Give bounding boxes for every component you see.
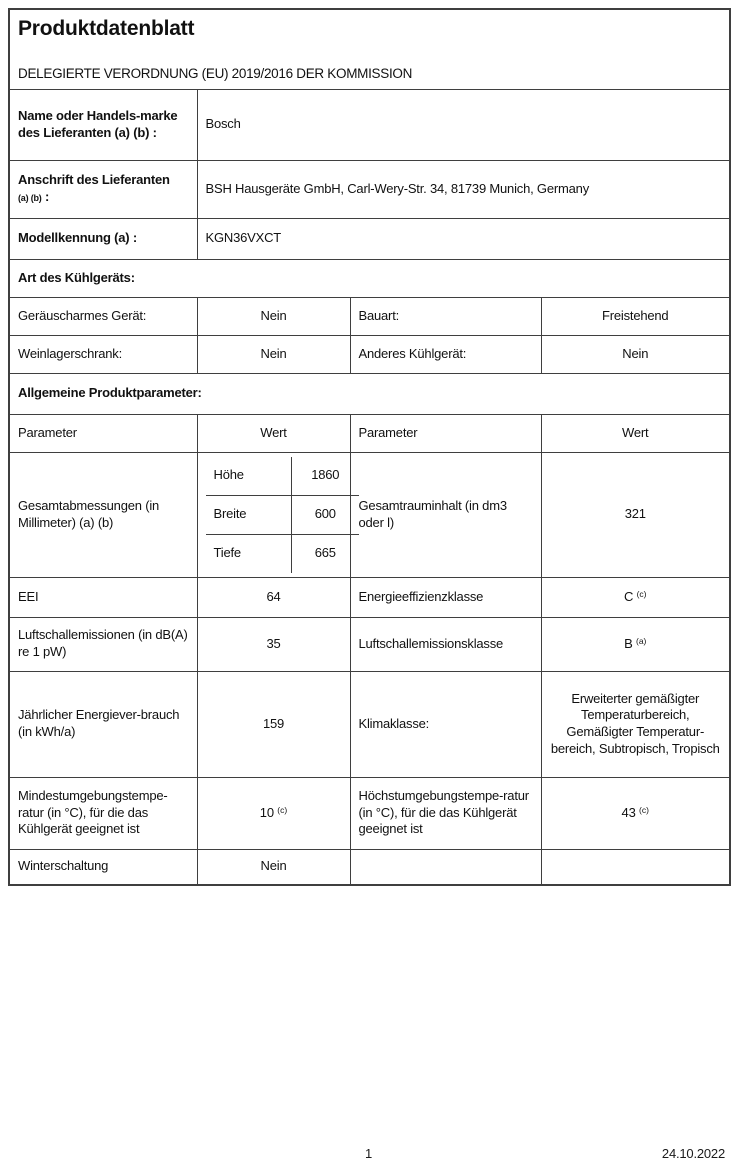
model-label: Modellkennung (a) :: [9, 218, 197, 259]
table-row: [9, 777, 730, 849]
supplier-name-value: Bosch: [197, 89, 730, 160]
param-value: [541, 577, 730, 617]
supplier-address-label: [9, 160, 197, 218]
dimension-name: Höhe: [206, 457, 292, 496]
dimension-value: 600: [292, 495, 359, 534]
general-section-heading: Allgemeine Produktparameter:: [9, 373, 730, 414]
dimensions-row: [9, 452, 730, 577]
value-text: B: [624, 635, 633, 651]
param-value: [197, 777, 350, 849]
table-row: [9, 297, 730, 335]
param-label: Anderes Kühlgerät:: [350, 335, 541, 373]
param-label: Gesamtrauminhalt (in dm3 oder l): [350, 452, 541, 577]
param-value: [541, 617, 730, 671]
param-value: 321: [541, 452, 730, 577]
param-label: [350, 849, 541, 885]
param-label: Luftschallemissionen (in dB(A) re 1 pW): [9, 617, 197, 671]
footnote-superscript: (c): [639, 804, 649, 815]
dimensions-subtable-cell: [197, 452, 350, 577]
param-label: Bauart:: [350, 297, 541, 335]
dimensions-label: Gesamtabmessungen (in Millimeter) (a) (b): [9, 452, 197, 577]
title-row: [9, 9, 730, 89]
column-header-wert: Wert: [197, 414, 350, 452]
param-label: Energieeffizienzklasse: [350, 577, 541, 617]
param-label: Winterschaltung: [9, 849, 197, 885]
table-row: [206, 534, 359, 573]
column-header-row: [9, 414, 730, 452]
param-value: Nein: [197, 335, 350, 373]
supplier-address-label-main: Anschrift des Lieferanten: [18, 172, 170, 188]
supplier-name-row: [9, 89, 730, 160]
footnote-superscript: (c): [636, 588, 647, 599]
column-header-parameter: Parameter: [350, 414, 541, 452]
param-label: EEI: [9, 577, 197, 617]
param-label: Höchstumgebungstempe-ratur (in °C), für die das Kühlgerät geeignet ist: [350, 777, 541, 849]
footnote-superscript: (c): [277, 804, 288, 815]
param-value: Freistehend: [541, 297, 730, 335]
supplier-address-row: [9, 160, 730, 218]
param-value: 64: [197, 577, 350, 617]
table-row: [9, 849, 730, 885]
dimension-name: Tiefe: [206, 534, 292, 573]
document-date: 24.10.2022: [661, 1146, 725, 1161]
model-value: KGN36VXCT: [197, 218, 730, 259]
page-number: 1: [364, 1146, 373, 1161]
table-row: [206, 457, 359, 496]
product-datasheet-table: [8, 8, 731, 886]
column-header-wert: Wert: [541, 414, 730, 452]
param-label: Luftschallemissionsklasse: [350, 617, 541, 671]
table-row: [206, 495, 359, 534]
param-value: [541, 777, 730, 849]
type-section-heading-row: [9, 259, 730, 297]
param-label: Geräuscharmes Gerät:: [9, 297, 197, 335]
title-cell: [9, 9, 730, 89]
supplier-address-label-colon: :: [45, 189, 50, 204]
value-text: 10: [259, 804, 274, 820]
param-label: Weinlagerschrank:: [9, 335, 197, 373]
param-value: Erweiterter gemäßigter Temperaturbereich, Gemäßigter Temperatur-bereich, Subtropisch, Tropisch: [541, 671, 730, 777]
table-row: [9, 577, 730, 617]
footnote-superscript: (a): [636, 635, 647, 646]
table-row: [9, 335, 730, 373]
param-value: Nein: [541, 335, 730, 373]
table-row: [9, 671, 730, 777]
dimension-value: 1860: [292, 457, 359, 496]
general-section-heading-row: [9, 373, 730, 414]
param-value: [541, 849, 730, 885]
dimension-value: 665: [292, 534, 359, 573]
param-value: 159: [197, 671, 350, 777]
supplier-name-label: Name oder Handels-marke des Lieferanten (a) (b) :: [9, 89, 197, 160]
document-title: Produktdatenblatt: [18, 17, 195, 41]
dimensions-subtable: [206, 457, 359, 573]
param-label: Mindestumgebungstempe-ratur (in °C), für die das Kühlgerät geeignet ist: [9, 777, 197, 849]
value-text: C: [623, 588, 634, 604]
supplier-address-label-note: (a) (b): [18, 193, 42, 203]
param-label: Klimaklasse:: [350, 671, 541, 777]
dimension-name: Breite: [206, 495, 292, 534]
model-row: [9, 218, 730, 259]
param-label: Jährlicher Energiever-brauch (in kWh/a): [9, 671, 197, 777]
supplier-address-value: BSH Hausgeräte GmbH, Carl-Wery-Str. 34, 81739 Munich, Germany: [197, 160, 730, 218]
value-text: 43: [621, 804, 636, 820]
table-row: [9, 617, 730, 671]
type-section-heading: Art des Kühlgeräts:: [9, 259, 730, 297]
column-header-parameter: Parameter: [9, 414, 197, 452]
param-value: Nein: [197, 297, 350, 335]
regulation-subtitle: DELEGIERTE VERORDNUNG (EU) 2019/2016 DER KOMMISSION: [18, 66, 413, 82]
param-value: Nein: [197, 849, 350, 885]
param-value: 35: [197, 617, 350, 671]
